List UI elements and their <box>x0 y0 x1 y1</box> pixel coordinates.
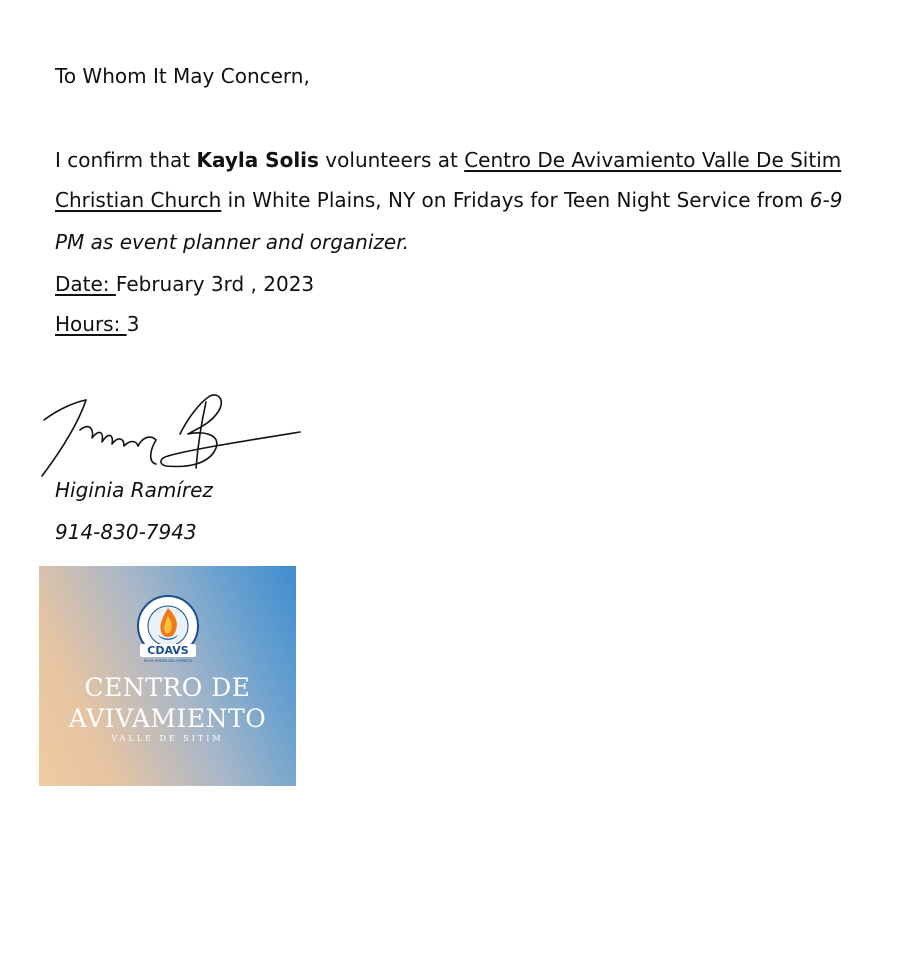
middle-text: volunteers at <box>318 148 465 172</box>
volunteer-name: Kayla Solis <box>196 148 319 172</box>
service-time: 6-9 <box>809 188 843 212</box>
body-line-1 <box>55 148 841 172</box>
body-line-3: PM as event planner and organizer. <box>55 230 409 254</box>
handwritten-signature <box>38 390 303 482</box>
emblem-text: CDAVS <box>147 644 189 657</box>
cdavs-emblem-icon <box>136 594 200 666</box>
signer-name: Higinia Ramírez <box>55 478 213 502</box>
body-line-2 <box>55 188 842 212</box>
logo-title <box>39 672 296 734</box>
location-text: in White Plains, NY on Fridays for Teen Night Service from <box>221 188 810 212</box>
hours-label: Hours: <box>55 312 127 336</box>
date-value: February 3rd , 2023 <box>115 272 315 296</box>
logo-title-line-1: CENTRO DE <box>84 673 251 702</box>
logo-title-line-2: AVIVAMIENTO <box>68 704 267 733</box>
church-logo <box>39 566 296 786</box>
intro-text: I confirm that <box>55 148 197 172</box>
date-line <box>55 272 314 296</box>
church-name-part-1: Centro De Avivamiento Valle De Sitim <box>464 148 842 172</box>
logo-subtitle: VALLE DE SITIM <box>111 734 224 743</box>
hours-value: 3 <box>126 312 140 336</box>
hours-line <box>55 312 139 336</box>
greeting: To Whom It May Concern, <box>55 64 310 88</box>
signer-phone: 914-830-7943 <box>55 520 197 544</box>
church-name-part-2: Christian Church <box>55 188 222 212</box>
emblem-tagline: EN EL PODER DEL ESPIRITU <box>143 659 193 663</box>
date-label: Date: <box>55 272 116 296</box>
